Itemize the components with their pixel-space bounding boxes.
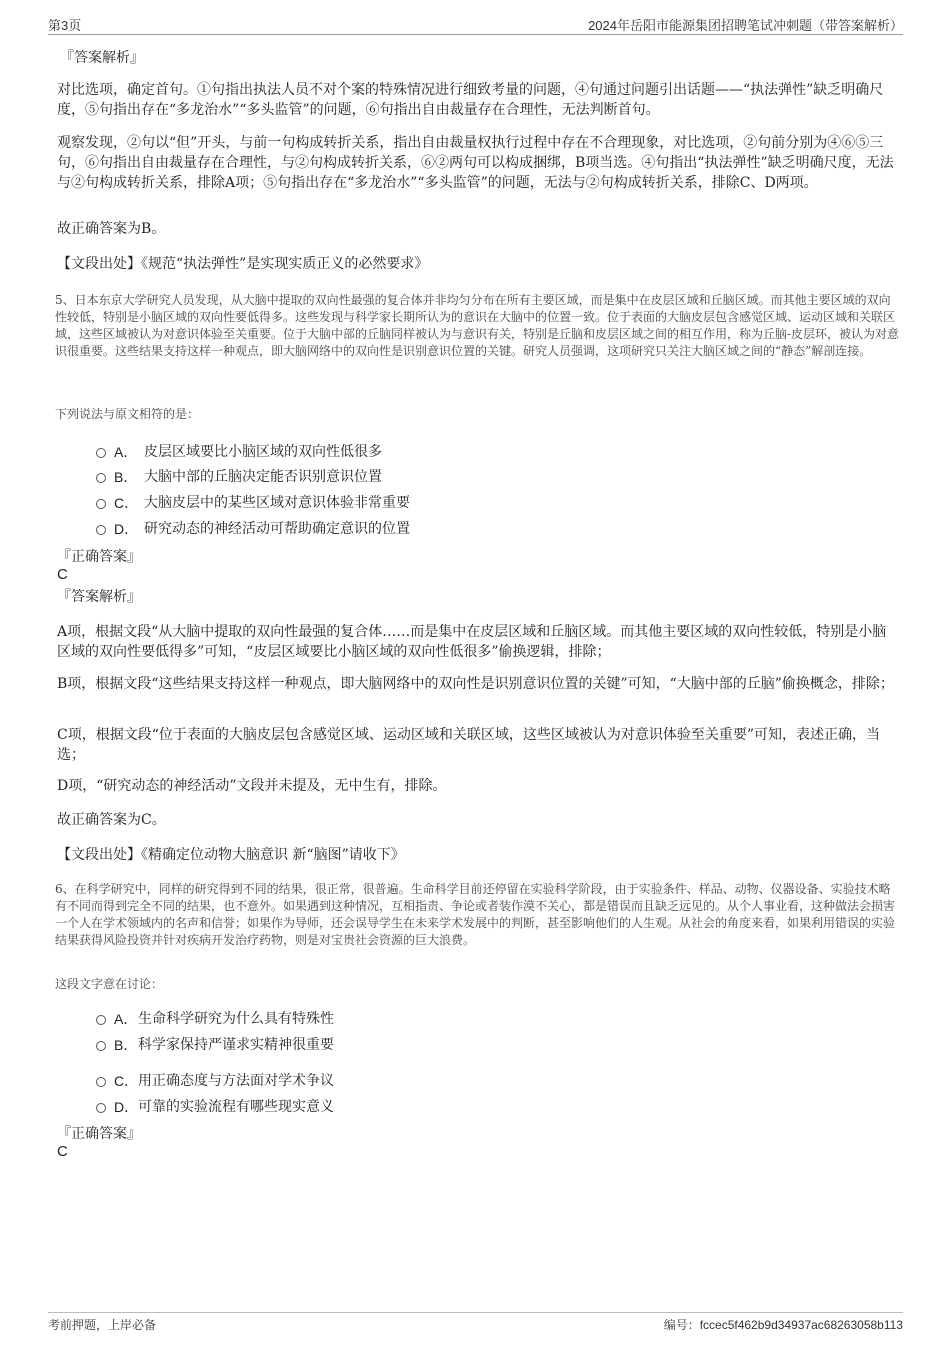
q4-source: 【文段出处】《规范“执法弹性”是实现实质正义的必然要求》 [57,256,429,272]
radio-button[interactable] [96,1077,106,1087]
radio-button[interactable] [96,473,106,483]
q4-conclusion: 故正确答案为B。 [57,221,166,237]
q4-analysis-para2: 观察发现，②句以“但”开头，与前一句构成转折关系，指出自由裁量权执行过程中存在不合理现象，对比选项，②句前分别为④⑥⑤三句，⑥句指出自由裁量存在合理性，与②句构成转折关系，⑥②两句可以构成捆绑，B项当选。④句指出“执法弹性”缺乏明确尺度，无法与②句构成转折关系，排除A项；⑤句指出存在“多龙治水”“多头监管”的问题，无法与②句构成转折关系，排除C、D两项。 [57,135,894,191]
page-footer [48,1312,903,1333]
q6-passage: 6、在科学研究中，同样的研究得到不同的结果，很正常，很普遍。生命科学目前还停留在实验科学阶段，由于实验条件、样品、动物、仪器设备、实验技术略有不同而得到完全不同的结果，也不意外。如果遇到这种情况，互相指责、争论或者装作漠不关心，都是错误而且缺乏远见的。从个人事业看，这种做法会损害一个人在学术领域内的名声和信誉；如果作为导师，还会误导学生在未来学术发展中的判断，甚至影响他们的人生观。从社会的角度来看，如果利用错误的实验结果获得风险投资并针对疾病开发治疗药物，则是对宝贵社会资源的巨大浪费。 [55,882,896,947]
q5-analysis-a: A项，根据文段“从大脑中提取的双向性最强的复合体……而是集中在皮层区域和丘脑区域。而其他主要区域的双向性较低，特别是小脑区域的双向性要低得多”可知，“皮层区域要比小脑区域的双向性低很多”偷换逻辑，排除； [57,624,887,660]
q5-analysis-d: D项，“研究动态的神经活动”文段并未提及，无中生有，排除。 [57,778,447,794]
footer-slogan: 考前押题，上岸必备 [48,1318,157,1332]
document-title: 2024年岳阳市能源集团招聘笔试冲刺题（带答案解析） [588,18,903,33]
page-number: 第3页 [48,18,82,33]
q5-conclusion: 故正确答案为C。 [57,812,166,828]
q6-answer-label: 『正确答案』 [57,1126,141,1142]
q6-question: 这段文字意在讨论： [55,977,164,991]
q5-passage: 5、日本东京大学研究人员发现，从大脑中提取的双向性最强的复合体并非均匀分布在所有主要区域，而是集中在皮层区域和丘脑区域。而其他主要区域的双向性较低，特别是小脑区域的双向性要低得多。这些发现与科学家长期所认为的意识在大脑中的位置一致。位于表面的大脑皮层包含感觉区域、运动区域和关联区域，这些区域被认为对意识体验至关重要。位于大脑中部的丘脑同样被认为与意识有关，特别是丘脑和皮层区域之间的相互作用，称为丘脑-皮层环，被认为对意识很重要。这些结果支持这样一种观点，即大脑网络中的双向性是识别意识位置的关键。研究人员强调，这项研究只关注大脑区域之间的“静态”解剖连接。 [55,293,900,358]
radio-button[interactable] [96,1015,106,1025]
radio-button[interactable] [96,499,106,509]
q5-question: 下列说法与原文相符的是： [55,407,200,421]
q6-answer: C [57,1143,68,1160]
q5-analysis-b: B项，根据文段“这些结果支持这样一种观点，即大脑网络中的双向性是识别意识位置的关键”可知，“大脑中部的丘脑”偷换概念，排除； [57,676,894,692]
radio-button[interactable] [96,448,106,458]
q5-source: 【文段出处】《精确定位动物大脑意识 新“脑图”请收下》 [57,847,405,863]
document-code: 编号：fccec5f462b9d34937ac68263058b113 [663,1318,903,1332]
radio-button[interactable] [96,1041,106,1051]
q5-answer: C [57,566,68,583]
page-header [48,14,903,35]
q4-analysis-para1: 对比选项，确定首句。①句指出执法人员不对个案的特殊情况进行细致考量的问题，④句通过问题引出话题——“执法弹性”缺乏明确尺度，⑤句指出存在“多龙治水”“多头监管”的问题，⑥句指出自由裁量存在合理性，无法判断首句。 [57,82,884,118]
q5-analysis-label: 『答案解析』 [57,589,141,605]
q4-analysis-label: 『答案解析』 [60,50,144,66]
radio-button[interactable] [96,525,106,535]
q5-analysis-c: C项，根据文段“位于表面的大脑皮层包含感觉区域、运动区域和关联区域，这些区域被认为对意识体验至关重要”可知，表述正确，当选； [57,727,881,763]
radio-button[interactable] [96,1103,106,1113]
q5-answer-label: 『正确答案』 [57,549,141,565]
